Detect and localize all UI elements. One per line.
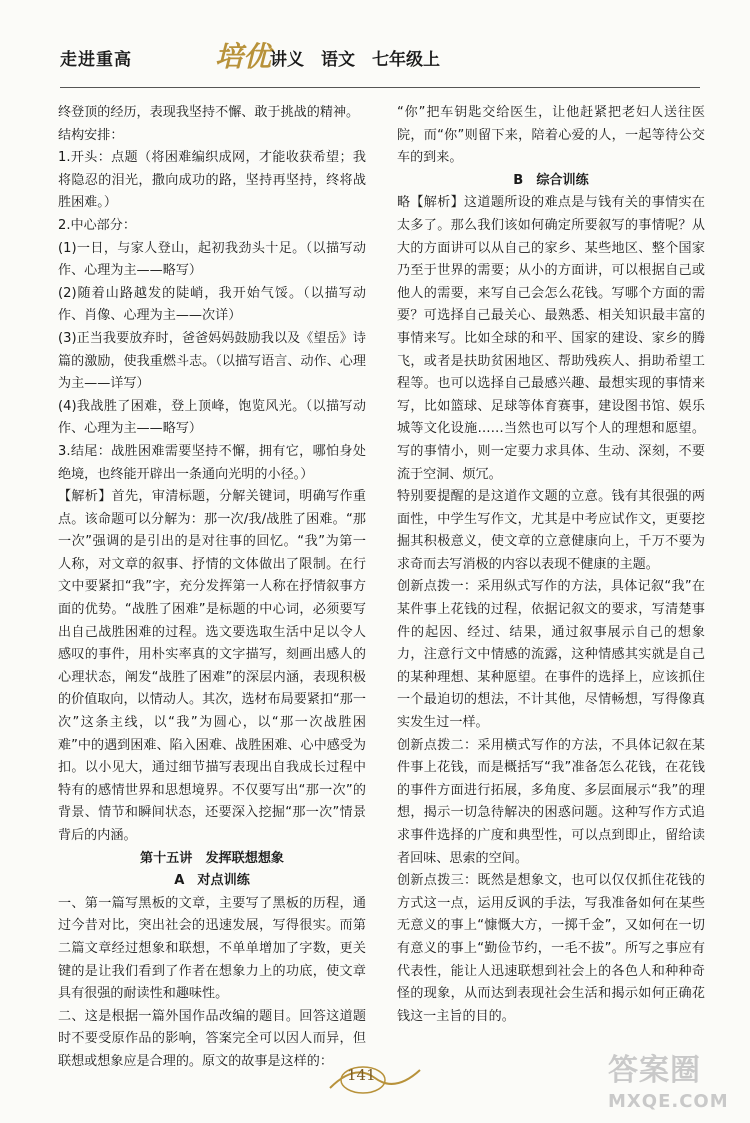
paragraph: 创新点拨二：采用横式写作的方法，不具体记叙在某件事上花钱，而是概括写“我”准备怎么花钱，在花钱的事件方面进行拓展，多角度、多层面展示“我”的理想，揭示一切急待解决的困惑问题。这种写作方式追求事件选择的广度和典型性，可以点到即止，留给读者回味、思索的空间。: [397, 737, 705, 866]
lecture-heading: 第十五讲 发挥联想想象: [139, 850, 285, 866]
left-column: [58, 102, 366, 1074]
paragraph: 一、第一篇写黑板的文章，主要写了黑板的历程，通过今昔对比，突出社会的迅速发展，写得很实。而第二篇文章经过想象和联想，不单单增加了字数，更关键的是让我们看到了作者在想象力上的功底，使文章具有很强的耐读性和趣味性。: [58, 895, 366, 1002]
paragraph: (4)我战胜了困难，登上顶峰，饱览风光。（以描写动作、心理为主——略写）: [58, 398, 366, 437]
page-footer: [325, 1058, 425, 1098]
watermark: [600, 1045, 740, 1115]
brand-logo: 培优: [215, 40, 272, 73]
paragraph: (3)正当我要放弃时，爸爸妈妈鼓励我以及《望岳》诗篇的激励，使我重燃斗志。（以描写语言、动作、心理为主——详写）: [58, 330, 366, 392]
header-divider: [60, 87, 700, 88]
watermark-url: MXQE.COM: [608, 1091, 729, 1112]
page-header: [60, 35, 700, 85]
paragraph: 3.结尾：战胜困难需要坚持不懈，拥有它，哪怕身处绝境，也终能开辟出一条通向光明的小径。）: [58, 443, 366, 482]
paragraph: 2.中心部分：: [58, 217, 136, 233]
paragraph: 特别要提醒的是这道作文题的立意。钱有其很强的两面性，中学生写作文，尤其是中考应试作文，更要挖掘其积极意义，使文章的立意健康向上，千万不要为求奇而去写消极的内容以表现不健康的主题。: [397, 489, 705, 572]
paragraph: 终登顶的经历，表现我坚持不懈、敢于挑战的精神。: [58, 105, 360, 120]
paragraph: 1.开头：点题（将困难编织成网，才能收获希望；我将隐忍的泪光，撒向成功的路，坚持再坚持，终将战胜困难。）: [58, 150, 366, 211]
paragraph: 二、这是根据一篇外国作品改编的题目。回答这道题时不要受原作品的影响，答案完全可以因人而异，但联想或想象应是合理的。原文的故事是这样的：: [58, 1008, 366, 1069]
paragraph: (1)一日，与家人登山，起初我劲头十足。（以描写动作、心理为主——略写）: [58, 240, 366, 279]
paragraph: (2)随着山路越发的陡峭，我开始气馁。（以描写动作、肖像、心理为主——次详）: [58, 285, 366, 324]
section-heading: A 对点训练: [174, 873, 250, 889]
paragraph: “你”把车钥匙交给医生，让他赶紧把老妇人送往医院，而“你”则留下来，陪着心爱的人，一起等待公交车的到来。: [397, 105, 705, 166]
watermark-text: 答案圈: [608, 1053, 701, 1088]
paragraph: 创新点拨一：采用纵式写作的方法，具体记叙“我”在某件事上花钱的过程，依据记叙文的要求，写清楚事件的起因、经过、结果，通过叙事展示自己的想象力，注意行文中情感的流露，这种情感其实就是自己的某种理想、某种愿望。在事件的选择上，应该抓住一个最迫切的想法，不计其他，尽情畅想，写得像真实发生过一样。: [397, 579, 705, 731]
analysis-paragraph: 略【解析】这道题所设的难点是与钱有关的事情实在太多了。那么我们该如何确定所要叙写的事情呢？从大的方面讲可以从自己的家乡、某些地区、整个国家乃至于世界的需要；从小的方面讲，可以根据自己或他人的需要，来写自己会怎么花钱。写哪个方面的需要？可选择自己最关心、最熟悉、相关知识最丰富的事情来写。比如全球的和平、国家的建设、家乡的腾飞，或者是扶助贫困地区、帮助残疾人、捐助希望工程等。也可以选择自己最感兴趣、最想实现的事情来写，比如篮球、足球等体育赛事，建设图书馆、娱乐城等文化设施……当然也可以写个人的理想和愿望。写的事情小，则一定要力求具体、生动、深刻，不要流于空洞、烦冗。: [397, 195, 705, 482]
page-number: 141: [347, 1066, 376, 1084]
series-title: 走进重高: [60, 50, 132, 70]
section-heading: B 综合训练: [513, 172, 589, 188]
analysis-paragraph: 【解析】首先，审清标题，分解关键词，明确写作重点。该命题可以分解为：那一次/我/战胜了困难。“那一次”强调的是引出的是对往事的回忆。“我”为第一人称，对文章的叙事、抒情的文体做出了限制。在行文中要紧扣“我”字，充分发挥第一人称在抒情叙事方面的优势。“战胜了困难”是标题的中心词，必须要写出自己战胜困难的过程。选文要选取生活中足以令人感叹的事件，用朴实率真的文字描写，刻画出感人的心理状态，阐发“战胜了困难”的深层内涵，表现积极的价值取向，以情动人。其次，选材布局要紧扣“那一次”这条主线，以“我”为圆心，以“那一次战胜困难”中的遇到困难、陷入困难、战胜困难、心中感受为扣。以小见大，通过细节描写表现出自我成长过程中特有的感情世界和思想境界。不仅要写出“那一次”的背景、情节和瞬间状态，还要深入挖掘“那一次”情景背后的内涵。: [58, 489, 366, 843]
paragraph: 创新点拨三：既然是想象文，也可以仅仅抓住花钱的方式这一点，运用反讽的手法，写我准备如何在某些无意义的事上“慷慨大方，一掷千金”，又如何在一切有意义的事上“勤俭节约，一毛不拔”。所写之事应有代表性，能让人迅速联想到社会上的各色人和种种奇怪的现象，从而达到表现社会生活和揭示如何正确花钱这一主旨的目的。: [397, 873, 705, 1024]
paragraph: 结构安排：: [58, 127, 124, 143]
book-subtitle: 讲义 语文 七年级上: [270, 50, 440, 70]
right-column: [397, 102, 705, 1028]
